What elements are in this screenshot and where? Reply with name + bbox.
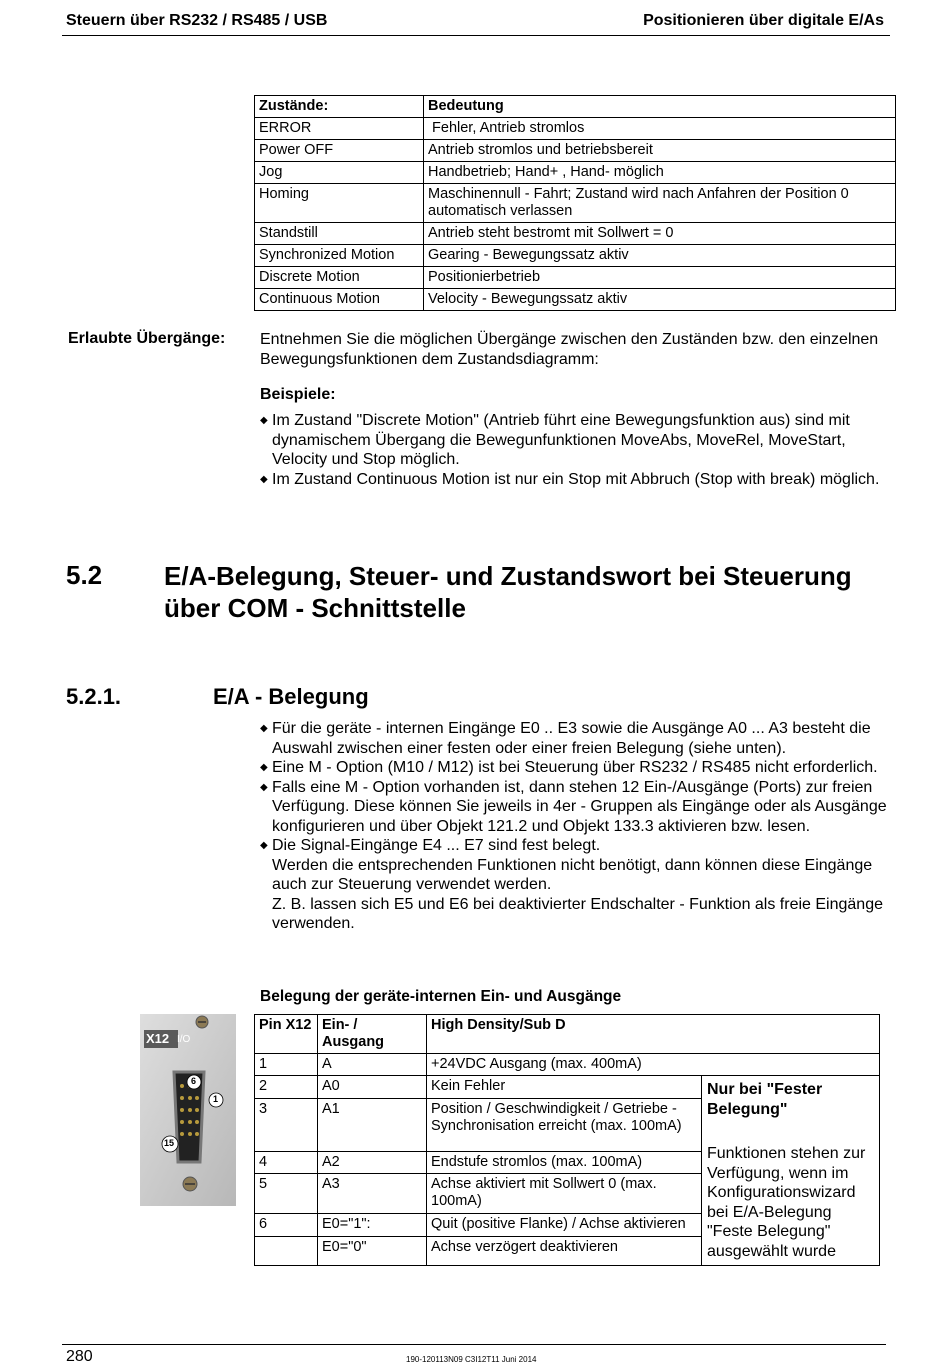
- examples-list: [260, 411, 890, 489]
- table-header-cell: Pin X12: [255, 1015, 318, 1054]
- connector-label: X12: [146, 1031, 170, 1046]
- pin-label: 1: [213, 1094, 219, 1104]
- note-text: Funktionen stehen zur Verfügung, wenn im Konfigurationswizard bei E/A-Belegung "Feste Belegung" ausgewählt wurde: [707, 1145, 866, 1260]
- pin-cell: 3: [255, 1098, 318, 1151]
- table-row: [255, 245, 896, 267]
- state-meaning: Velocity - Bewegungssatz aktiv: [424, 289, 896, 311]
- table-row: [255, 223, 896, 245]
- io-type-cell: E0="0": [318, 1237, 427, 1266]
- function-cell: Achse aktiviert mit Sollwert 0 (max. 100mA): [427, 1174, 702, 1214]
- list-item: ◆ Die Signal-Eingänge E4 ... E7 sind fest belegt. Werden die entsprechenden Funktionen nicht benötigt, dann können diese Eingänge auch zur Steuerung verwendet werden. Z. B. lassen sich E5 und E6 bei deaktivierter Endschalter - Funktion als freie Eingänge verwenden.: [260, 836, 890, 934]
- state-name: Continuous Motion: [255, 289, 424, 311]
- state-name: Power OFF: [255, 140, 424, 162]
- states-table: [254, 95, 896, 311]
- state-name: Homing: [255, 184, 424, 223]
- section-title: E/A-Belegung, Steuer- und Zustandswort bei Steuerung über COM - Schnittstelle: [164, 561, 852, 623]
- function-cell: Quit (positive Flanke) / Achse aktivieren: [427, 1214, 702, 1237]
- table-row: [255, 162, 896, 184]
- state-name: Standstill: [255, 223, 424, 245]
- diamond-bullet-icon: ◆: [260, 840, 268, 851]
- io-bullets: [260, 719, 890, 934]
- function-cell: Kein Fehler: [427, 1076, 702, 1099]
- table-row: [255, 289, 896, 311]
- diamond-bullet-icon: ◆: [260, 415, 268, 426]
- transitions-label: Erlaubte Übergänge:: [68, 330, 226, 347]
- pin-cell: 6: [255, 1214, 318, 1237]
- footer-divider: [62, 1344, 886, 1345]
- function-cell: +24VDC Ausgang (max. 400mA): [427, 1054, 880, 1076]
- pin-label: 15: [164, 1138, 175, 1148]
- header-right-title: Positionieren über digitale E/As: [643, 12, 884, 29]
- page-number: 280: [66, 1348, 93, 1365]
- pin-cell: 1: [255, 1054, 318, 1076]
- header-divider: [62, 35, 890, 36]
- state-name: Jog: [255, 162, 424, 184]
- io-type-cell: A: [318, 1054, 427, 1076]
- document-code: 190-120113N09 C3I12T11 Juni 2014: [406, 1355, 537, 1364]
- bullet-continuation: Werden die entsprechenden Funktionen nicht benötigt, dann können diese Eingänge auch zur Steuerung verwendet werden.: [272, 856, 873, 893]
- table-header-row: [255, 1015, 880, 1054]
- header-left-title: Steuern über RS232 / RS485 / USB: [66, 12, 328, 29]
- examples-title: Beispiele:: [260, 386, 336, 403]
- diamond-bullet-icon: ◆: [260, 473, 268, 485]
- table-row: [255, 118, 896, 140]
- list-item: ◆ Im Zustand Continuous Motion ist nur ein Stop mit Abbruch (Stop with break) möglich.: [260, 470, 880, 488]
- note-heading: Nur bei "Fester Belegung": [707, 1081, 823, 1118]
- state-meaning: Gearing - Bewegungssatz aktiv: [424, 245, 896, 267]
- table-header-cell: Zustände:: [255, 96, 424, 118]
- table-header-row: [255, 96, 896, 118]
- state-name: Discrete Motion: [255, 267, 424, 289]
- state-meaning: Maschinennull - Fahrt; Zustand wird nach Anfahren der Position 0 automatisch verlassen: [424, 184, 896, 223]
- io-type-cell: A0: [318, 1076, 427, 1099]
- io-table: [254, 1014, 880, 1266]
- pin-cell: 5: [255, 1174, 318, 1214]
- table-row: [255, 267, 896, 289]
- state-meaning: Positionierbetrieb: [424, 267, 896, 289]
- diamond-bullet-icon: ◆: [260, 723, 268, 734]
- transitions-text: Entnehmen Sie die möglichen Übergänge zwischen den Zuständen bzw. den einzelnen Bewegungsfunktionen dem Zustandsdiagramm:: [260, 331, 879, 368]
- subsection-title: E/A - Belegung: [213, 684, 369, 709]
- state-meaning: Antrieb steht bestromt mit Sollwert = 0: [424, 223, 896, 245]
- function-cell: Position / Geschwindigkeit / Getriebe - Synchronisation erreicht (max. 100mA): [427, 1098, 702, 1151]
- io-type-cell: A3: [318, 1174, 427, 1214]
- table-row: [255, 1054, 880, 1076]
- list-item: ◆ Im Zustand "Discrete Motion" (Antrieb führt eine Bewegungsfunktion aus) sind mit dynamischem Übergang die Bewegunfunktionen MoveAbs, MoveRel, MoveStart, Velocity und Stop möglich.: [260, 412, 850, 468]
- list-item: ◆ Eine M - Option (M10 / M12) ist bei Steuerung über RS232 / RS485 nicht erforderlich.: [260, 759, 878, 776]
- io-type-cell: A2: [318, 1151, 427, 1174]
- subsection-number: 5.2.1.: [66, 684, 122, 709]
- io-type-cell: A1: [318, 1098, 427, 1151]
- pin-label: 6: [191, 1076, 197, 1086]
- connector-sublabel: I/O: [177, 1034, 191, 1045]
- list-item: ◆ Falls eine M - Option vorhanden ist, dann stehen 12 Ein-/Ausgänge (Ports) zur freien Verfügung. Diese können Sie jeweils in 4er - Gruppen als Eingänge oder als Ausgänge konfigurieren und über Objekt 121.2 und Objekt 133.3 aktivieren bzw. lesen.: [260, 778, 887, 835]
- table-header-cell: Bedeutung: [424, 96, 896, 118]
- table-row: [255, 140, 896, 162]
- io-type-cell: E0="1":: [318, 1214, 427, 1237]
- state-name: ERROR: [255, 118, 424, 140]
- state-name: Synchronized Motion: [255, 245, 424, 267]
- state-meaning: Antrieb stromlos und betriebsbereit: [424, 140, 896, 162]
- diamond-bullet-icon: ◆: [260, 781, 268, 793]
- io-table-title: Belegung der geräte-internen Ein- und Ausgänge: [260, 988, 622, 1005]
- fixed-assignment-note: [702, 1076, 880, 1266]
- table-row: [255, 184, 896, 223]
- bullet-continuation: Z. B. lassen sich E5 und E6 bei deaktivierter Endschalter - Funktion als freie Eingänge verwenden.: [272, 895, 883, 932]
- table-header-cell: Ein- / Ausgang: [318, 1015, 427, 1054]
- state-meaning: Fehler, Antrieb stromlos: [424, 118, 896, 140]
- x12-connector-image: [140, 1014, 236, 1206]
- pin-cell: 2: [255, 1076, 318, 1099]
- pin-cell: [255, 1237, 318, 1266]
- state-meaning: Handbetrieb; Hand+ , Hand- möglich: [424, 162, 896, 184]
- pin-cell: 4: [255, 1151, 318, 1174]
- table-header-cell: High Density/Sub D: [427, 1015, 880, 1054]
- table-row: [255, 1076, 880, 1099]
- function-cell: Endstufe stromlos (max. 100mA): [427, 1151, 702, 1174]
- section-number: 5.2: [66, 560, 103, 590]
- list-item: ◆ Für die geräte - internen Eingänge E0 .. E3 sowie die Ausgänge A0 ... A3 besteht die Auswahl zwischen einer festen oder einer freien Belegung (siehe unten).: [260, 720, 871, 757]
- diamond-bullet-icon: ◆: [260, 762, 268, 773]
- function-cell: Achse verzögert deaktivieren: [427, 1237, 702, 1266]
